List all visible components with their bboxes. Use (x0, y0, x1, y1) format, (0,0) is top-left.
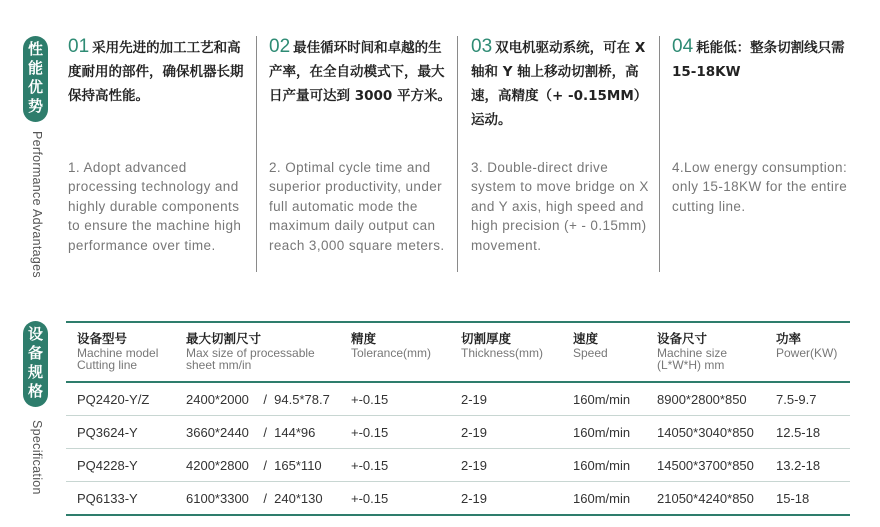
advantage-en-text: 4.Low energy consumption: only 15-18KW for the entire cutting line. (672, 160, 848, 214)
table-row (66, 382, 850, 416)
performance-tag-char-4: 势 (27, 97, 43, 115)
specification-tag-char-2: 备 (27, 344, 43, 362)
advantage-en-text: 3. Double-direct drive system to move bridge on X and Y axis, high speed and high precision (+ - 0.15mm) movement. (471, 160, 649, 253)
cell-thickness: 2-19 (450, 449, 562, 482)
advantage-zh-text: 采用先进的加工工艺和高度耐用的部件，确保机器长期保持高性能。 (68, 40, 244, 104)
cell-tolerance: +-0.15 (340, 449, 450, 482)
advantage-item-4 (672, 35, 858, 214)
header-power: 功率 Power(KW) (765, 322, 850, 382)
cell-speed: 160m/min (562, 416, 646, 449)
cell-power: 7.5-9.7 (765, 382, 850, 416)
cell-max-size: 6100*3300 / 240*130 (175, 482, 340, 516)
cell-model: PQ6133-Y (66, 482, 175, 516)
advantage-en-text: 2. Optimal cycle time and superior productivity, under full automatic mode the maximum daily output can reach 3,000 square meters. (269, 160, 445, 253)
advantage-zh-text: 耗能低：整条切割线只需 15-18KW (672, 40, 845, 80)
cell-tolerance: +-0.15 (340, 482, 450, 516)
advantage-item-1 (68, 35, 254, 253)
cell-tolerance: +-0.15 (340, 416, 450, 449)
advantage-zh-text: 双电机驱动系统，可在 X 轴和 Y 轴上移动切割桥，高速，高精度（+ -0.15MM）运动。 (471, 40, 648, 128)
performance-tag-char-1: 性 (27, 40, 43, 58)
specification-tag-char-3: 规 (27, 363, 43, 381)
cell-model: PQ4228-Y (66, 449, 175, 482)
cell-speed: 160m/min (562, 482, 646, 516)
cell-power: 12.5-18 (765, 416, 850, 449)
cell-thickness: 2-19 (450, 382, 562, 416)
cell-speed: 160m/min (562, 449, 646, 482)
specification-tag (23, 321, 48, 407)
performance-tag (23, 36, 48, 122)
table-row (66, 449, 850, 482)
advantage-zh-text: 最佳循环时间和卓越的生产率，在全自动模式下，最大日产量可达到 3000 平方米。 (269, 40, 451, 104)
advantage-number: 01 (68, 36, 90, 57)
header-model: 设备型号 Machine model Cutting line (66, 322, 175, 382)
cell-thickness: 2-19 (450, 482, 562, 516)
cell-max-size: 3660*2440 / 144*96 (175, 416, 340, 449)
header-thickness: 切割厚度 Thickness(mm) (450, 322, 562, 382)
cell-tolerance: +-0.15 (340, 382, 450, 416)
advantage-number: 04 (672, 36, 694, 57)
cell-power: 15-18 (765, 482, 850, 516)
specification-tag-char-4: 格 (27, 382, 43, 400)
cell-model: PQ2420-Y/Z (66, 382, 175, 416)
cell-max-size: 4200*2800 / 165*110 (175, 449, 340, 482)
cell-power: 13.2-18 (765, 449, 850, 482)
header-tolerance: 精度 Tolerance(mm) (340, 322, 450, 382)
performance-tag-char-3: 优 (27, 78, 43, 96)
table-row (66, 482, 850, 516)
cell-thickness: 2-19 (450, 416, 562, 449)
advantage-item-3 (471, 35, 657, 253)
column-divider (457, 36, 458, 272)
header-speed: 速度 Speed (562, 322, 646, 382)
cell-machine-size: 8900*2800*850 (646, 382, 765, 416)
advantage-number: 02 (269, 36, 291, 57)
performance-tag-char-2: 能 (27, 59, 43, 77)
cell-speed: 160m/min (562, 382, 646, 416)
column-divider (659, 36, 660, 272)
table-row (66, 416, 850, 449)
header-machine-size: 设备尺寸 Machine size (L*W*H) mm (646, 322, 765, 382)
advantage-item-2 (269, 35, 455, 253)
performance-vertical-label: Performance Advantages (30, 131, 44, 278)
advantage-number: 03 (471, 36, 493, 57)
cell-machine-size: 14050*3040*850 (646, 416, 765, 449)
specification-vertical-label: Specification (30, 420, 44, 495)
column-divider (256, 36, 257, 272)
cell-model: PQ3624-Y (66, 416, 175, 449)
cell-machine-size: 14500*3700*850 (646, 449, 765, 482)
advantage-en-text: 1. Adopt advanced processing technology and highly durable components to ensure the machine high performance over time. (68, 160, 242, 253)
cell-machine-size: 21050*4240*850 (646, 482, 765, 516)
specification-tag-char-1: 设 (27, 325, 43, 343)
cell-max-size: 2400*2000 / 94.5*78.7 (175, 382, 340, 416)
table-header-row (66, 322, 850, 382)
specification-table (66, 321, 850, 516)
header-max-size: 最大切割尺寸 Max size of processable sheet mm/in (175, 322, 340, 382)
